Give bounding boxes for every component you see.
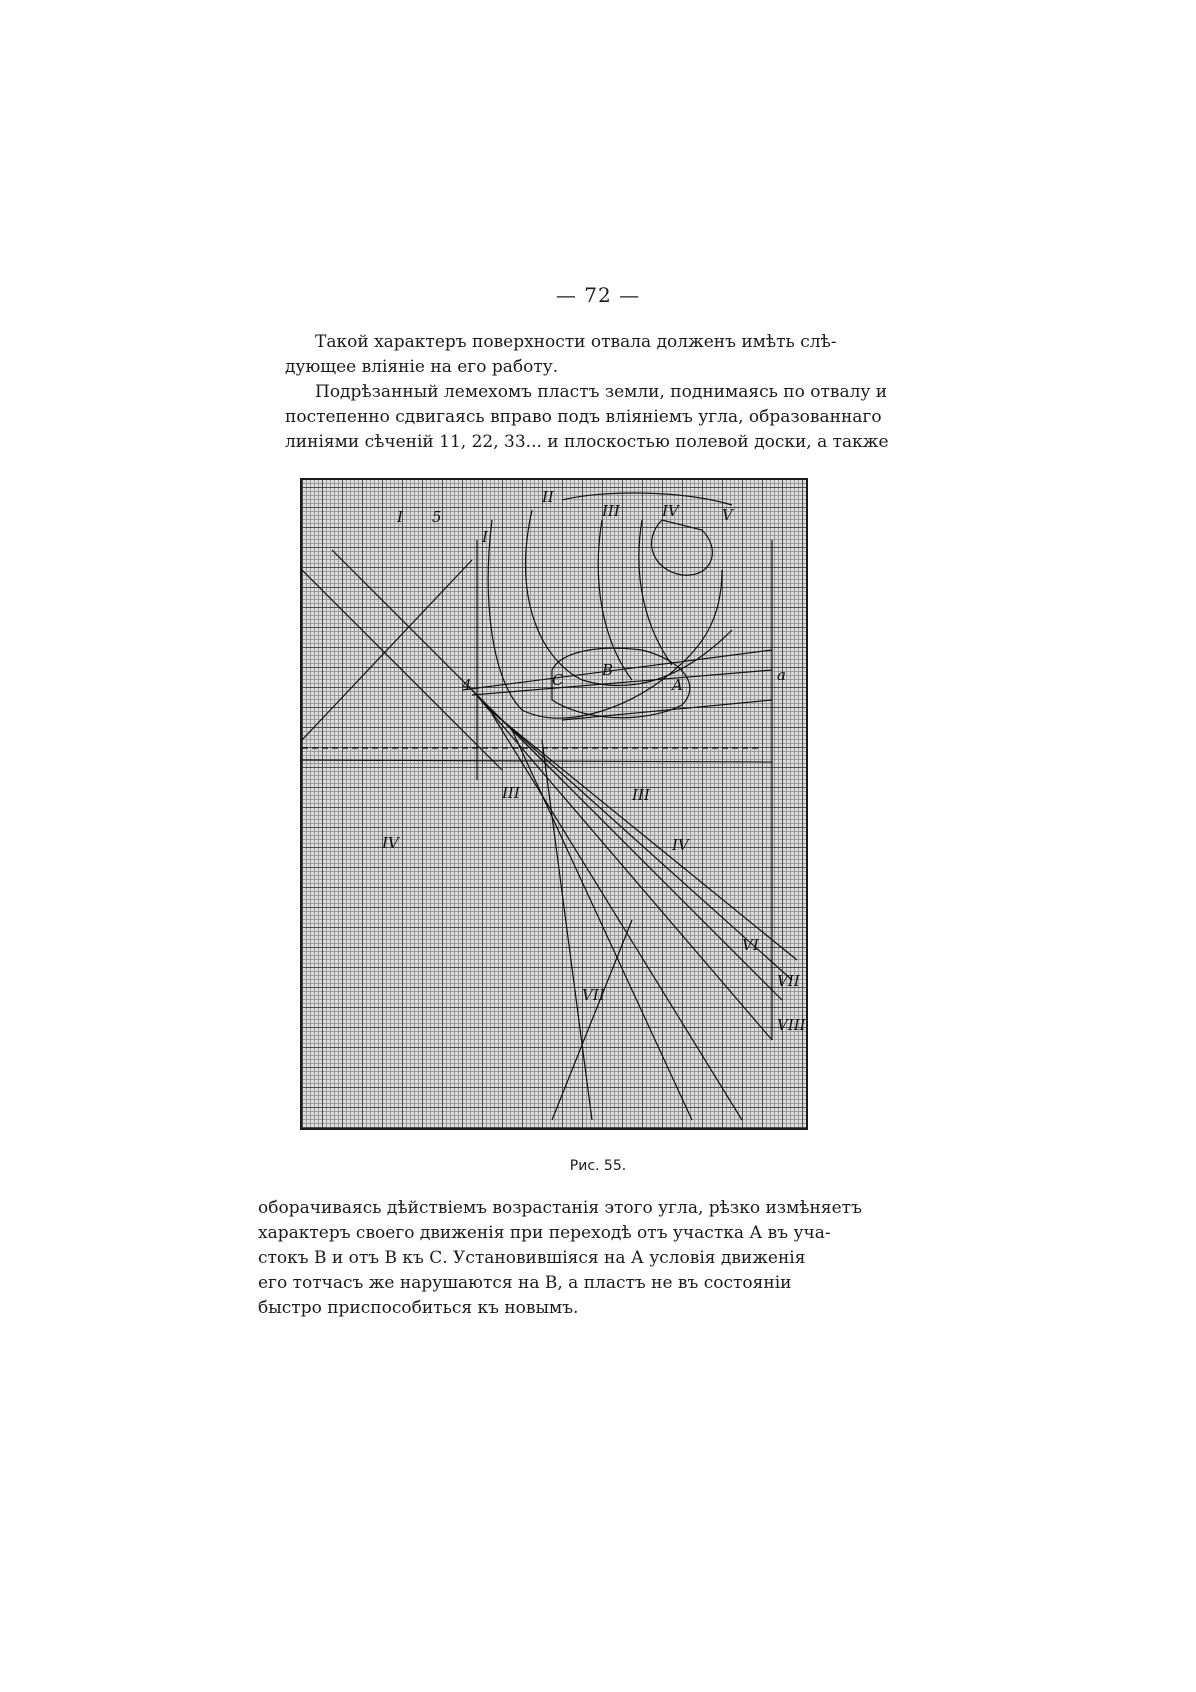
contour-curve bbox=[488, 520, 722, 718]
figure-label: III bbox=[632, 786, 650, 804]
page-number: — 72 — bbox=[555, 283, 641, 307]
figure-caption: Рис. 55. bbox=[569, 1158, 627, 1174]
figure-label: VII bbox=[582, 986, 605, 1004]
figure-label: 5 bbox=[432, 508, 442, 526]
figure-label: IV bbox=[672, 836, 689, 854]
figure-label: I bbox=[397, 508, 403, 526]
figure-label: VI bbox=[742, 936, 759, 954]
construction-line bbox=[552, 920, 632, 1120]
region-outline bbox=[652, 520, 713, 575]
figure-label: VIII bbox=[777, 1016, 806, 1034]
construction-line bbox=[302, 560, 472, 740]
section-line bbox=[302, 760, 772, 762]
text-line: Такой характеръ поверхности отвала долженъ имѣть слѣ- bbox=[315, 332, 837, 352]
figure-label: C bbox=[552, 671, 564, 689]
contour-curve bbox=[562, 493, 732, 505]
text-line: линіями сѣченій 11, 22, 33... и плоскостью полевой доски, а также bbox=[285, 432, 889, 452]
figure-label: III bbox=[602, 502, 620, 520]
figure-label: III bbox=[502, 784, 520, 802]
figure-label: a bbox=[777, 666, 786, 684]
figure-label: B bbox=[602, 661, 614, 679]
figure-label: VII bbox=[777, 972, 800, 990]
text-line: его тотчасъ же нарушаются на В, а пластъ не въ состояніи bbox=[258, 1273, 792, 1293]
construction-line bbox=[487, 708, 797, 960]
paragraph-soil-movement bbox=[285, 380, 889, 455]
figure-line-drawing bbox=[302, 480, 808, 1130]
figure-label: A bbox=[672, 676, 683, 694]
construction-line bbox=[477, 695, 782, 1000]
text-line: оборачиваясь дѣйствіемъ возрастанія этого угла, рѣзко измѣняетъ bbox=[258, 1198, 862, 1218]
figure-55-grid-drawing bbox=[300, 478, 808, 1130]
text-line: Подрѣзанный лемехомъ пластъ земли, поднимаясь по отвалу и bbox=[315, 382, 888, 402]
figure-label: 4 bbox=[462, 676, 472, 694]
construction-line bbox=[302, 570, 502, 770]
text-line: постепенно сдвигаясь вправо подъ вліяніемъ угла, образованнаго bbox=[285, 407, 882, 427]
contour-curve bbox=[598, 520, 632, 680]
construction-line bbox=[472, 690, 772, 1040]
figure-label: IV bbox=[662, 502, 679, 520]
figure-label: I bbox=[482, 528, 488, 546]
text-line: дующее вліяніе на его работу. bbox=[285, 357, 559, 377]
construction-line bbox=[542, 740, 592, 1120]
contour-curve bbox=[639, 520, 672, 665]
section-line bbox=[562, 700, 772, 720]
construction-line bbox=[492, 714, 742, 1120]
figure-label: II bbox=[542, 488, 554, 506]
text-line: быстро приспособиться къ новымъ. bbox=[258, 1298, 579, 1318]
paragraph-intro bbox=[285, 330, 855, 380]
construction-line bbox=[512, 730, 692, 1120]
paragraph-continuation bbox=[258, 1196, 862, 1321]
text-line: стокъ В и отъ В къ С. Установившіяся на А условія движенія bbox=[258, 1248, 806, 1268]
text-line: характеръ своего движенія при переходѣ отъ участка А въ уча- bbox=[258, 1223, 831, 1243]
figure-label: IV bbox=[382, 834, 399, 852]
figure-label: V bbox=[722, 506, 733, 524]
